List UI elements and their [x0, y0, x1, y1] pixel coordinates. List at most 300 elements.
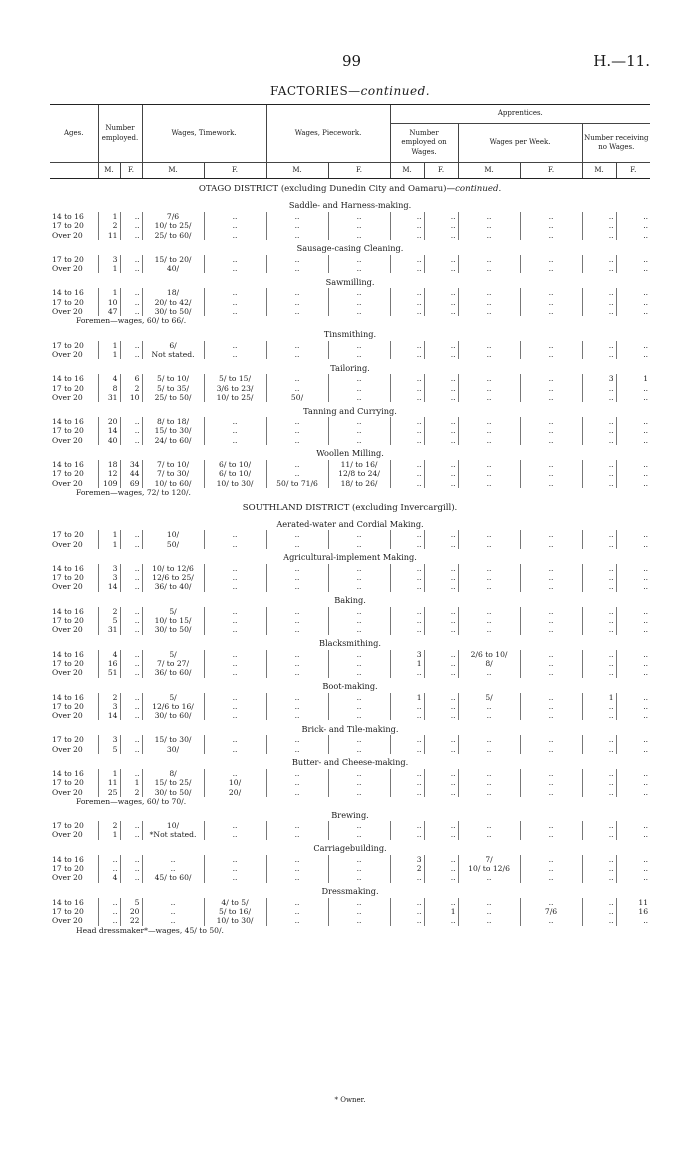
- title-continued: —continued.: [348, 84, 431, 98]
- value-cell: ..: [98, 898, 120, 907]
- value-cell: 1: [98, 769, 120, 778]
- value-cell: ..: [582, 769, 616, 778]
- value-cell: 5: [98, 616, 120, 625]
- value-cell: 2: [98, 607, 120, 616]
- value-cell: ..: [266, 659, 328, 668]
- value-cell: ..: [520, 479, 582, 488]
- value-cell: ..: [266, 711, 328, 720]
- table-row: [50, 788, 650, 797]
- value-cell: ..: [520, 625, 582, 634]
- value-cell: ..: [120, 341, 142, 350]
- value-cell: ..: [582, 540, 616, 549]
- value-cell: ..: [204, 830, 266, 839]
- value-cell: ..: [120, 350, 142, 359]
- value-cell: ..: [520, 830, 582, 839]
- value-cell: 5: [120, 898, 142, 907]
- value-cell: ..: [582, 916, 616, 925]
- value-cell: ..: [328, 702, 390, 711]
- table-row: [50, 821, 650, 830]
- value-cell: ..: [266, 702, 328, 711]
- value-cell: ..: [458, 821, 520, 830]
- value-cell: ..: [582, 426, 616, 435]
- value-cell: ..: [616, 307, 650, 316]
- value-cell: ..: [266, 855, 328, 864]
- value-cell: ..: [458, 778, 520, 787]
- value-cell: ..: [616, 460, 650, 469]
- value-cell: ..: [204, 650, 266, 659]
- value-cell: ..: [520, 307, 582, 316]
- value-cell: ..: [142, 864, 204, 873]
- trade-heading-row: [50, 754, 650, 769]
- value-cell: ..: [266, 898, 328, 907]
- value-cell: *Not stated.: [142, 830, 204, 839]
- district-title: OTAGO DISTRICT (excluding Dunedin City and Oamaru): [198, 184, 447, 195]
- value-cell: ..: [582, 668, 616, 677]
- value-cell: ..: [616, 735, 650, 744]
- value-cell: ..: [328, 540, 390, 549]
- table-row: [50, 855, 650, 864]
- value-cell: 4/ to 5/: [204, 898, 266, 907]
- value-cell: ..: [390, 212, 424, 221]
- value-cell: ..: [120, 530, 142, 539]
- value-cell: 10/ to 30/: [204, 479, 266, 488]
- value-cell: ..: [616, 625, 650, 634]
- value-cell: ..: [424, 212, 458, 221]
- value-cell: ..: [424, 916, 458, 925]
- value-cell: ..: [424, 374, 458, 383]
- age-cell: Over 20: [52, 264, 83, 274]
- value-cell: ..: [616, 873, 650, 882]
- value-cell: 2: [98, 821, 120, 830]
- value-cell: ..: [616, 769, 650, 778]
- value-cell: ..: [204, 821, 266, 830]
- value-cell: ..: [458, 745, 520, 754]
- value-cell: ..: [616, 711, 650, 720]
- value-cell: ..: [390, 426, 424, 435]
- value-cell: 4: [98, 873, 120, 882]
- value-cell: ..: [458, 898, 520, 907]
- value-cell: ..: [120, 607, 142, 616]
- trade-heading-row: [50, 240, 650, 255]
- value-cell: 40/: [142, 264, 204, 273]
- value-cell: 36/ to 60/: [142, 668, 204, 677]
- value-cell: ..: [458, 350, 520, 359]
- value-cell: ..: [266, 693, 328, 702]
- age-cell: Over 20: [52, 392, 83, 402]
- value-cell: ..: [328, 436, 390, 445]
- value-cell: ..: [458, 916, 520, 925]
- value-cell: ..: [520, 659, 582, 668]
- value-cell: 36/ to 40/: [142, 582, 204, 591]
- table-row: [50, 564, 650, 573]
- value-cell: ..: [582, 855, 616, 864]
- value-cell: ..: [616, 616, 650, 625]
- value-cell: ..: [424, 659, 458, 668]
- value-cell: ..: [458, 426, 520, 435]
- value-cell: 10/ to 25/: [142, 221, 204, 230]
- value-cell: ..: [204, 573, 266, 582]
- table-row: [50, 288, 650, 297]
- wages-piecework-header: Wages, Piecework.: [266, 105, 390, 163]
- value-cell: ..: [142, 916, 204, 925]
- value-cell: 30/ to 50/: [142, 625, 204, 634]
- number-employed-header: Number employed.: [98, 105, 142, 163]
- age-cell: 17 to 20: [52, 864, 84, 874]
- value-cell: ..: [328, 374, 390, 383]
- trade-heading: Aerated-water and Cordial Making.: [276, 518, 424, 529]
- value-cell: ..: [266, 288, 328, 297]
- value-cell: ..: [424, 616, 458, 625]
- value-cell: 25/ to 50/: [142, 393, 204, 402]
- value-cell: ..: [424, 298, 458, 307]
- value-cell: ..: [582, 625, 616, 634]
- trade-heading-row: [50, 273, 650, 288]
- age-cell: Over 20: [52, 668, 83, 678]
- value-cell: ..: [424, 769, 458, 778]
- value-cell: 69: [120, 479, 142, 488]
- sex-header-m: M.: [390, 163, 424, 179]
- value-cell: ..: [266, 788, 328, 797]
- value-cell: ..: [204, 221, 266, 230]
- value-cell: 5/ to 16/: [204, 907, 266, 916]
- value-cell: ..: [424, 307, 458, 316]
- value-cell: ..: [390, 231, 424, 240]
- value-cell: ..: [266, 255, 328, 264]
- value-cell: 11/ to 16/: [328, 460, 390, 469]
- value-cell: ..: [328, 212, 390, 221]
- value-cell: ..: [616, 830, 650, 839]
- value-cell: ..: [616, 288, 650, 297]
- table-row: [50, 735, 650, 744]
- value-cell: ..: [390, 788, 424, 797]
- value-cell: ..: [458, 769, 520, 778]
- value-cell: ..: [424, 625, 458, 634]
- value-cell: 14: [98, 582, 120, 591]
- value-cell: ..: [520, 735, 582, 744]
- value-cell: ..: [120, 745, 142, 754]
- value-cell: ..: [458, 702, 520, 711]
- age-cell: Over 20: [52, 916, 83, 926]
- value-cell: ..: [582, 564, 616, 573]
- value-cell: ..: [424, 417, 458, 426]
- table-row: [50, 530, 650, 539]
- value-cell: ..: [582, 530, 616, 539]
- value-cell: ..: [458, 221, 520, 230]
- trade-heading: Brick- and Tile-making.: [301, 723, 399, 734]
- value-cell: ..: [390, 288, 424, 297]
- value-cell: ..: [424, 864, 458, 873]
- value-cell: ..: [424, 650, 458, 659]
- value-cell: ..: [520, 855, 582, 864]
- value-cell: ..: [204, 288, 266, 297]
- apprentices-header: Apprentices.: [390, 105, 650, 124]
- value-cell: ..: [582, 745, 616, 754]
- trade-heading-row: [50, 326, 650, 341]
- table-row: [50, 460, 650, 469]
- value-cell: 51: [98, 668, 120, 677]
- table-row: [50, 436, 650, 445]
- trade-heading: Agricultural-implement Making.: [283, 552, 417, 563]
- value-cell: ..: [204, 668, 266, 677]
- value-cell: 25: [98, 788, 120, 797]
- value-cell: ..: [582, 341, 616, 350]
- table-row: [50, 307, 650, 316]
- value-cell: ..: [458, 907, 520, 916]
- value-cell: 10/ to 15/: [142, 616, 204, 625]
- trade-heading: Butter- and Cheese-making.: [291, 757, 409, 768]
- value-cell: ..: [266, 582, 328, 591]
- value-cell: ..: [266, 564, 328, 573]
- value-cell: ..: [266, 745, 328, 754]
- table-row: [50, 264, 650, 273]
- value-cell: 15/ to 20/: [142, 255, 204, 264]
- value-cell: ..: [616, 426, 650, 435]
- value-cell: ..: [390, 350, 424, 359]
- table-row: [50, 231, 650, 240]
- value-cell: ..: [616, 417, 650, 426]
- value-cell: ..: [120, 436, 142, 445]
- age-cell: 17 to 20: [52, 616, 84, 626]
- value-cell: ..: [424, 341, 458, 350]
- value-cell: ..: [520, 264, 582, 273]
- sex-header-f: F.: [120, 163, 142, 179]
- value-cell: ..: [582, 460, 616, 469]
- table-row: [50, 350, 650, 359]
- value-cell: ..: [520, 460, 582, 469]
- sex-header-m: M.: [582, 163, 616, 179]
- trade-heading-row: [50, 720, 650, 735]
- value-cell: ..: [458, 307, 520, 316]
- value-cell: ..: [204, 616, 266, 625]
- value-cell: ..: [328, 264, 390, 273]
- value-cell: ..: [266, 864, 328, 873]
- value-cell: ..: [390, 830, 424, 839]
- value-cell: 7/ to 30/: [142, 469, 204, 478]
- table-row: [50, 469, 650, 478]
- value-cell: 40: [98, 436, 120, 445]
- trade-heading: Baking.: [334, 595, 366, 606]
- value-cell: ..: [266, 625, 328, 634]
- value-cell: ..: [458, 231, 520, 240]
- value-cell: 3: [98, 564, 120, 573]
- age-cell: 17 to 20: [52, 221, 84, 231]
- value-cell: 8/: [458, 659, 520, 668]
- value-cell: ..: [520, 255, 582, 264]
- value-cell: ..: [120, 702, 142, 711]
- value-cell: ..: [390, 530, 424, 539]
- note-row: [50, 926, 650, 935]
- value-cell: ..: [520, 693, 582, 702]
- value-cell: ..: [390, 821, 424, 830]
- value-cell: ..: [458, 288, 520, 297]
- value-cell: ..: [328, 916, 390, 925]
- trade-heading-row: [50, 883, 650, 898]
- value-cell: 10/ to 60/: [142, 479, 204, 488]
- value-cell: ..: [390, 460, 424, 469]
- value-cell: 10/ to 12/6: [142, 564, 204, 573]
- value-cell: 12/8 to 24/: [328, 469, 390, 478]
- value-cell: ..: [458, 564, 520, 573]
- value-cell: ..: [142, 898, 204, 907]
- value-cell: ..: [458, 788, 520, 797]
- value-cell: ..: [458, 341, 520, 350]
- value-cell: ..: [616, 573, 650, 582]
- value-cell: ..: [458, 479, 520, 488]
- district-suffix: —continued.: [446, 184, 502, 195]
- age-cell: Over 20: [52, 873, 83, 883]
- value-cell: ..: [458, 298, 520, 307]
- district-title: SOUTHLAND DISTRICT (excluding Invercargill).: [242, 502, 458, 513]
- value-cell: ..: [520, 288, 582, 297]
- page-title: [0, 84, 700, 98]
- value-cell: ..: [424, 564, 458, 573]
- value-cell: ..: [616, 564, 650, 573]
- value-cell: ..: [458, 374, 520, 383]
- table-row: [50, 769, 650, 778]
- value-cell: 8/: [142, 769, 204, 778]
- value-cell: ..: [520, 231, 582, 240]
- value-cell: ..: [458, 393, 520, 402]
- value-cell: ..: [266, 873, 328, 882]
- value-cell: ..: [390, 735, 424, 744]
- trade-note: Foremen—wages, 60/ to 70/.: [76, 796, 187, 806]
- value-cell: 16: [616, 907, 650, 916]
- value-cell: ..: [328, 530, 390, 539]
- value-cell: ..: [458, 212, 520, 221]
- value-cell: ..: [582, 711, 616, 720]
- value-cell: ..: [266, 350, 328, 359]
- value-cell: ..: [582, 735, 616, 744]
- value-cell: ..: [424, 393, 458, 402]
- value-cell: ..: [390, 221, 424, 230]
- value-cell: 6: [120, 374, 142, 383]
- value-cell: ..: [458, 573, 520, 582]
- value-cell: ..: [520, 384, 582, 393]
- value-cell: 12/6 to 25/: [142, 573, 204, 582]
- value-cell: 50/ to 71/6: [266, 479, 328, 488]
- table-row: [50, 298, 650, 307]
- value-cell: 5/: [458, 693, 520, 702]
- value-cell: ..: [328, 650, 390, 659]
- trade-heading: Tanning and Currying.: [303, 405, 397, 416]
- value-cell: ..: [390, 384, 424, 393]
- value-cell: ..: [424, 479, 458, 488]
- age-cell: 17 to 20: [52, 735, 84, 745]
- value-cell: ..: [390, 264, 424, 273]
- value-cell: ..: [204, 702, 266, 711]
- value-cell: ..: [520, 668, 582, 677]
- value-cell: ..: [390, 307, 424, 316]
- age-cell: Over 20: [52, 744, 83, 754]
- trade-heading-row: [50, 840, 650, 855]
- value-cell: 22: [120, 916, 142, 925]
- value-cell: ..: [204, 231, 266, 240]
- value-cell: ..: [424, 582, 458, 591]
- sex-header-m: M.: [142, 163, 204, 179]
- value-cell: ..: [120, 830, 142, 839]
- value-cell: 10/ to 12/6: [458, 864, 520, 873]
- value-cell: ..: [120, 650, 142, 659]
- value-cell: ..: [424, 788, 458, 797]
- value-cell: 18: [98, 460, 120, 469]
- value-cell: ..: [120, 564, 142, 573]
- value-cell: ..: [616, 221, 650, 230]
- value-cell: ..: [98, 907, 120, 916]
- value-cell: 20: [98, 417, 120, 426]
- wages-timework-header: Wages, Timework.: [142, 105, 266, 163]
- value-cell: ..: [616, 350, 650, 359]
- value-cell: ..: [120, 417, 142, 426]
- district-heading-row: [50, 497, 650, 515]
- value-cell: ..: [328, 864, 390, 873]
- value-cell: ..: [390, 255, 424, 264]
- value-cell: 2: [98, 693, 120, 702]
- value-cell: ..: [520, 564, 582, 573]
- age-cell: 14 to 16: [52, 288, 84, 298]
- value-cell: ..: [204, 264, 266, 273]
- value-cell: ..: [582, 821, 616, 830]
- sex-header-m: M.: [98, 163, 120, 179]
- value-cell: 10/ to 30/: [204, 916, 266, 925]
- age-cell: 17 to 20: [52, 340, 84, 350]
- value-cell: ..: [424, 873, 458, 882]
- value-cell: ..: [520, 436, 582, 445]
- sex-header-blank: [50, 163, 98, 179]
- value-cell: ..: [458, 625, 520, 634]
- age-cell: Over 20: [52, 349, 83, 359]
- value-cell: ..: [142, 855, 204, 864]
- value-cell: 6/ to 10/: [204, 469, 266, 478]
- value-cell: ..: [424, 711, 458, 720]
- trade-heading: Tinsmithing.: [323, 329, 377, 340]
- value-cell: ..: [458, 417, 520, 426]
- value-cell: ..: [120, 735, 142, 744]
- trade-heading-row: [50, 635, 650, 650]
- value-cell: 7/ to 27/: [142, 659, 204, 668]
- value-cell: ..: [204, 769, 266, 778]
- value-cell: ..: [424, 221, 458, 230]
- value-cell: ..: [582, 864, 616, 873]
- value-cell: ..: [98, 916, 120, 925]
- age-cell: 14 to 16: [52, 649, 84, 659]
- value-cell: ..: [390, 668, 424, 677]
- age-cell: 17 to 20: [52, 530, 84, 540]
- value-cell: ..: [120, 221, 142, 230]
- value-cell: ..: [390, 916, 424, 925]
- table-row: [50, 374, 650, 383]
- value-cell: 3: [98, 702, 120, 711]
- age-cell: 17 to 20: [52, 426, 84, 436]
- trade-heading-row: [50, 678, 650, 693]
- value-cell: ..: [390, 540, 424, 549]
- value-cell: 1: [98, 288, 120, 297]
- value-cell: 1: [98, 540, 120, 549]
- table-row: [50, 873, 650, 882]
- value-cell: ..: [390, 341, 424, 350]
- value-cell: 1: [98, 530, 120, 539]
- value-cell: ..: [328, 778, 390, 787]
- age-cell: 14 to 16: [52, 212, 84, 221]
- value-cell: 10/: [204, 778, 266, 787]
- value-cell: 15/ to 30/: [142, 735, 204, 744]
- page-number: 99: [342, 52, 362, 70]
- value-cell: 10/ to 25/: [204, 393, 266, 402]
- value-cell: ..: [520, 530, 582, 539]
- value-cell: ..: [616, 745, 650, 754]
- value-cell: ..: [120, 769, 142, 778]
- value-cell: ..: [328, 350, 390, 359]
- value-cell: 50/: [142, 540, 204, 549]
